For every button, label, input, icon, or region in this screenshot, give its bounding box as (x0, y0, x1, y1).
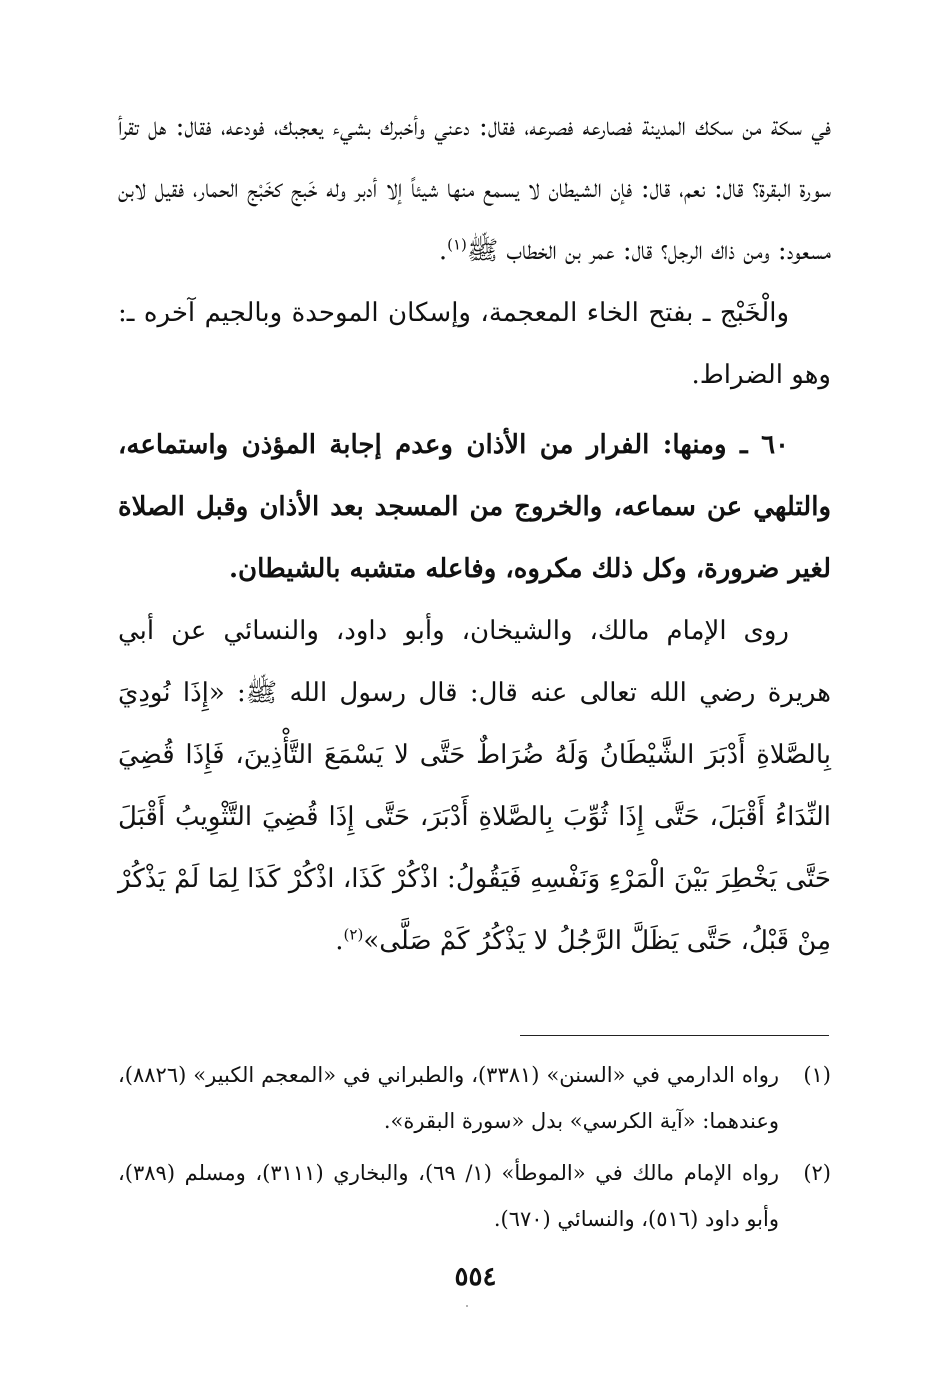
paragraph-definition (118, 282, 831, 406)
paragraph-text: في سكة من سكك المدينة فصارعه فصرعه، فقال: دعني وأخبرك بشيء يعجبك، فودعه، فقال: هل تقرأ سورة البقرة؟ قال: نعم، قال: فإن الشيطان لا يسمع منها شيئاً إلا أدبر وله خَبج كخَبْج الحمار، فقيل لابن مسعود: ومن ذاك الرجل؟ قال: عمر بن الخطاب ﷺ (118, 112, 831, 266)
footnote-number: (٢) (803, 1161, 831, 1185)
footnote-text: رواه الدارمي في «السنن» (٣٣٨١)، والطبراني في «المعجم الكبير» (٨٨٢٦)، وعندهما: «آية الكرسي» بدل «سورة البقرة». (118, 1063, 779, 1133)
paragraph-tail: . (335, 926, 344, 956)
paragraph-heading (118, 414, 831, 600)
footnotes (118, 1052, 831, 1242)
footnote-item (118, 1150, 831, 1242)
footnote-reference[interactable]: (٢) (343, 925, 364, 944)
footnote-text: رواه الإمام مالك في «الموطأ» (١/ ٦٩)، والبخاري (٣١١١)، ومسلم (٣٨٩)، وأبو داود (٥١٦)، والنسائي (٦٧٠). (118, 1161, 779, 1231)
footnote-item (118, 1052, 831, 1144)
print-speck (466, 1305, 468, 1307)
main-text (118, 96, 831, 972)
page-number: ٥٥٤ (454, 1262, 497, 1292)
footnote-reference[interactable]: (١) (447, 235, 467, 254)
footnote-divider (520, 1035, 829, 1036)
paragraph-tail: . (438, 236, 448, 266)
paragraph-hadith (118, 600, 831, 972)
paragraph-text: والْخَبْج ـ بفتح الخاء المعجمة، وإسكان الموحدة وبالجيم آخره ـ: وهو الضراط. (118, 298, 831, 390)
paragraph-text: روى الإمام مالك، والشيخان، وأبو داود، والنسائي عن أبي هريرة رضي الله تعالى عنه قال: قال رسول الله ﷺ: «إِذَا نُودِيَ بِالصَّلاةِ أَدْبَرَ الشَّيْطَانُ وَلَهُ ضُرَاطٌ حَتَّى لا يَسْمَعَ التَّأْذِينَ، فَإِذَا قُضِيَ النِّدَاءُ أَقْبَلَ، حَتَّى إِذَا ثُوِّبَ بِالصَّلاةِ أَدْبَرَ، حَتَّى إِذَا قُضِيَ التَّثْوِيبُ أَقْبَلَ حَتَّى يَخْطِرَ بَيْنَ الْمَرْءِ وَنَفْسِهِ فَيَقُولُ: اذْكُرْ كَذَا، اذْكُرْ كَذَا لِمَا لَمْ يَذْكُرْ مِنْ قَبْلُ، حَتَّى يَظَلَّ الرَّجُلُ لا يَذْكُرُ كَمْ صَلَّى» (118, 616, 831, 956)
paragraph-text: ٦٠ ـ ومنها: الفرار من الأذان وعدم إجابة المؤذن واستماعه، والتلهي عن سماعه، والخروج من المسجد بعد الأذان وقبل الصلاة لغير ضرورة، وكل ذلك مكروه، وفاعله متشبه بالشيطان. (118, 430, 831, 584)
paragraph-story (118, 96, 831, 282)
footnote-number: (١) (803, 1063, 831, 1087)
